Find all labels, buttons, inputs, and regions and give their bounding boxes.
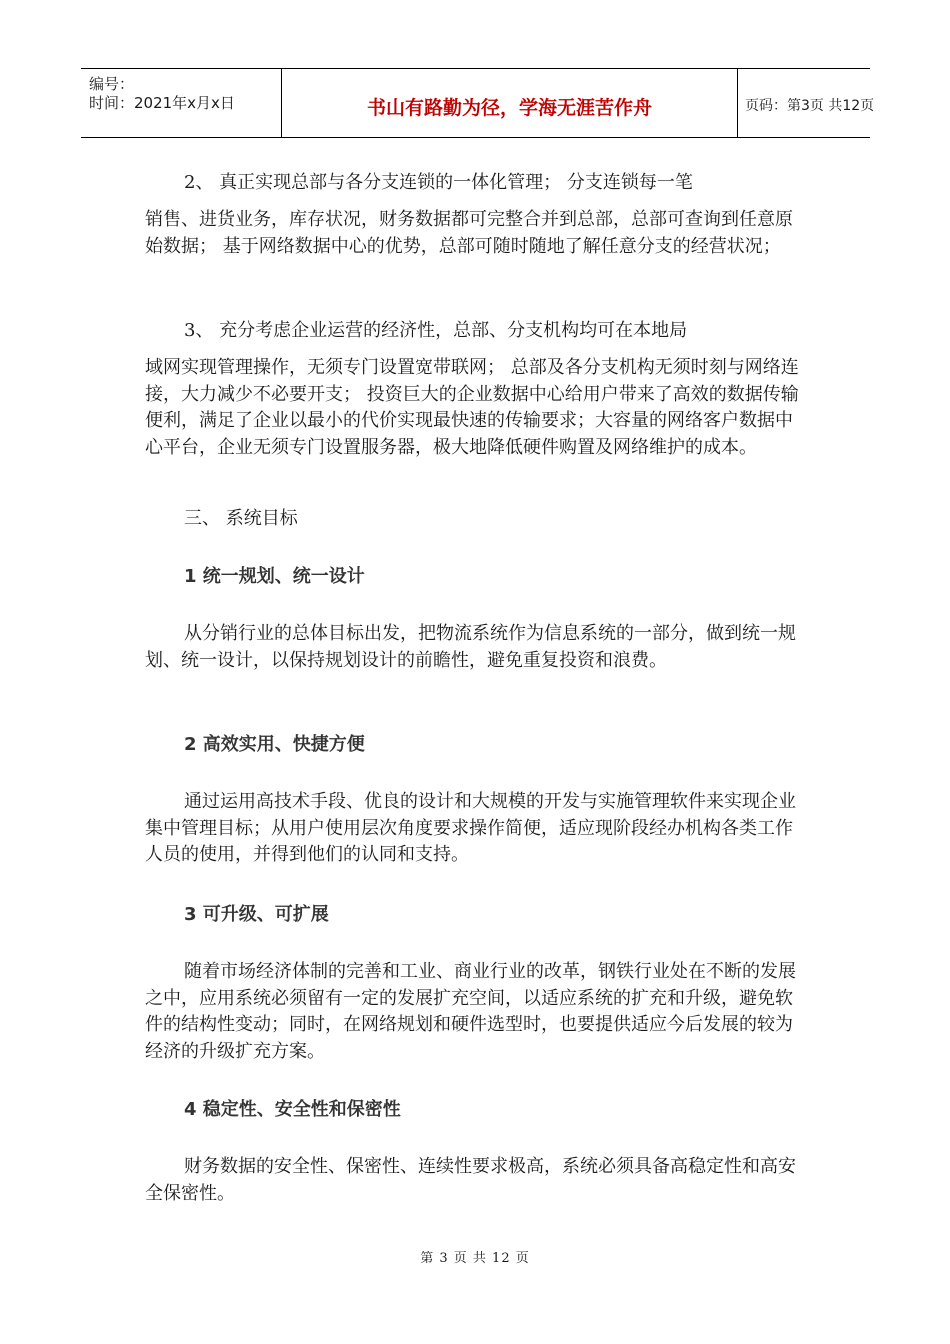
paragraph-goal-4: 财务数据的安全性、保密性、连续性要求极高，系统必须具备高稳定性和高安全保密性。 (145, 1156, 796, 1204)
section-title: 三、 系统目标 (184, 508, 298, 529)
paragraph-3-first-line: 3、 充分考虑企业运营的经济性，总部、分支机构均可在本地局 (184, 320, 688, 341)
page-header (81, 68, 875, 138)
paragraph-2: 销售、进货业务，库存状况，财务数据都可完整合并到总部，总部可查询到任意原始数据； 基于网络数据中心的优势，总部可随时随地了解任意分支的经营状况； (145, 209, 793, 257)
header-page-cell (737, 69, 875, 137)
motto: 书山有路勤为径，学海无涯苦作舟 (366, 97, 652, 119)
heading-4: 4 稳定性、安全性和保密性 (184, 1099, 401, 1120)
page-footer: 第 3 页 共 12 页 (420, 1251, 530, 1266)
paragraph-goal-2: 通过运用高技术手段、优良的设计和大规模的开发与实施管理软件来实现企业集中管理目标；从用户使用层次角度要求操作简便，适应现阶段经办机构各类工作人员的使用，并得到他们的认同和支持。 (145, 791, 796, 865)
number-label: 编号： (89, 75, 135, 93)
paragraph-2-first-line: 2、 真正实现总部与各分支连锁的一体化管理； 分支连锁每一笔 (184, 172, 693, 193)
page-info: 页码：第3页 共12页 (745, 98, 875, 114)
paragraph-3: 域网实现管理操作，无须专门设置宽带联网； 总部及各分支机构无须时刻与网络连接，大力减少不必要开支； 投资巨大的企业数据中心给用户带来了高效的数据传输便利，满足了企业以最小的代价实现最快速的传输要求；大容量的网络客户数据中心平台，企业无须专门设置服务器，极大地降低硬件购置及网络维护的成本。 (145, 357, 799, 458)
header-meta-cell (81, 69, 281, 137)
paragraph-goal-1: 从分销行业的总体目标出发，把物流系统作为信息系统的一部分，做到统一规划、统一设计，以保持规划设计的前瞻性，避免重复投资和浪费。 (145, 623, 796, 671)
heading-2: 2 高效实用、快捷方便 (184, 734, 365, 755)
heading-3: 3 可升级、可扩展 (184, 904, 329, 925)
paragraph-goal-3: 随着市场经济体制的完善和工业、商业行业的改革，钢铁行业处在不断的发展之中，应用系统必须留有一定的发展扩充空间，以适应系统的扩充和升级，避免软件的结构性变动；同时，在网络规划和硬件选型时，也要提供适应今后发展的较为经济的升级扩充方案。 (145, 961, 796, 1062)
heading-1: 1 统一规划、统一设计 (184, 566, 365, 587)
date-label: 时间：2021年x月x日 (89, 94, 235, 112)
header-motto-cell (281, 69, 738, 137)
